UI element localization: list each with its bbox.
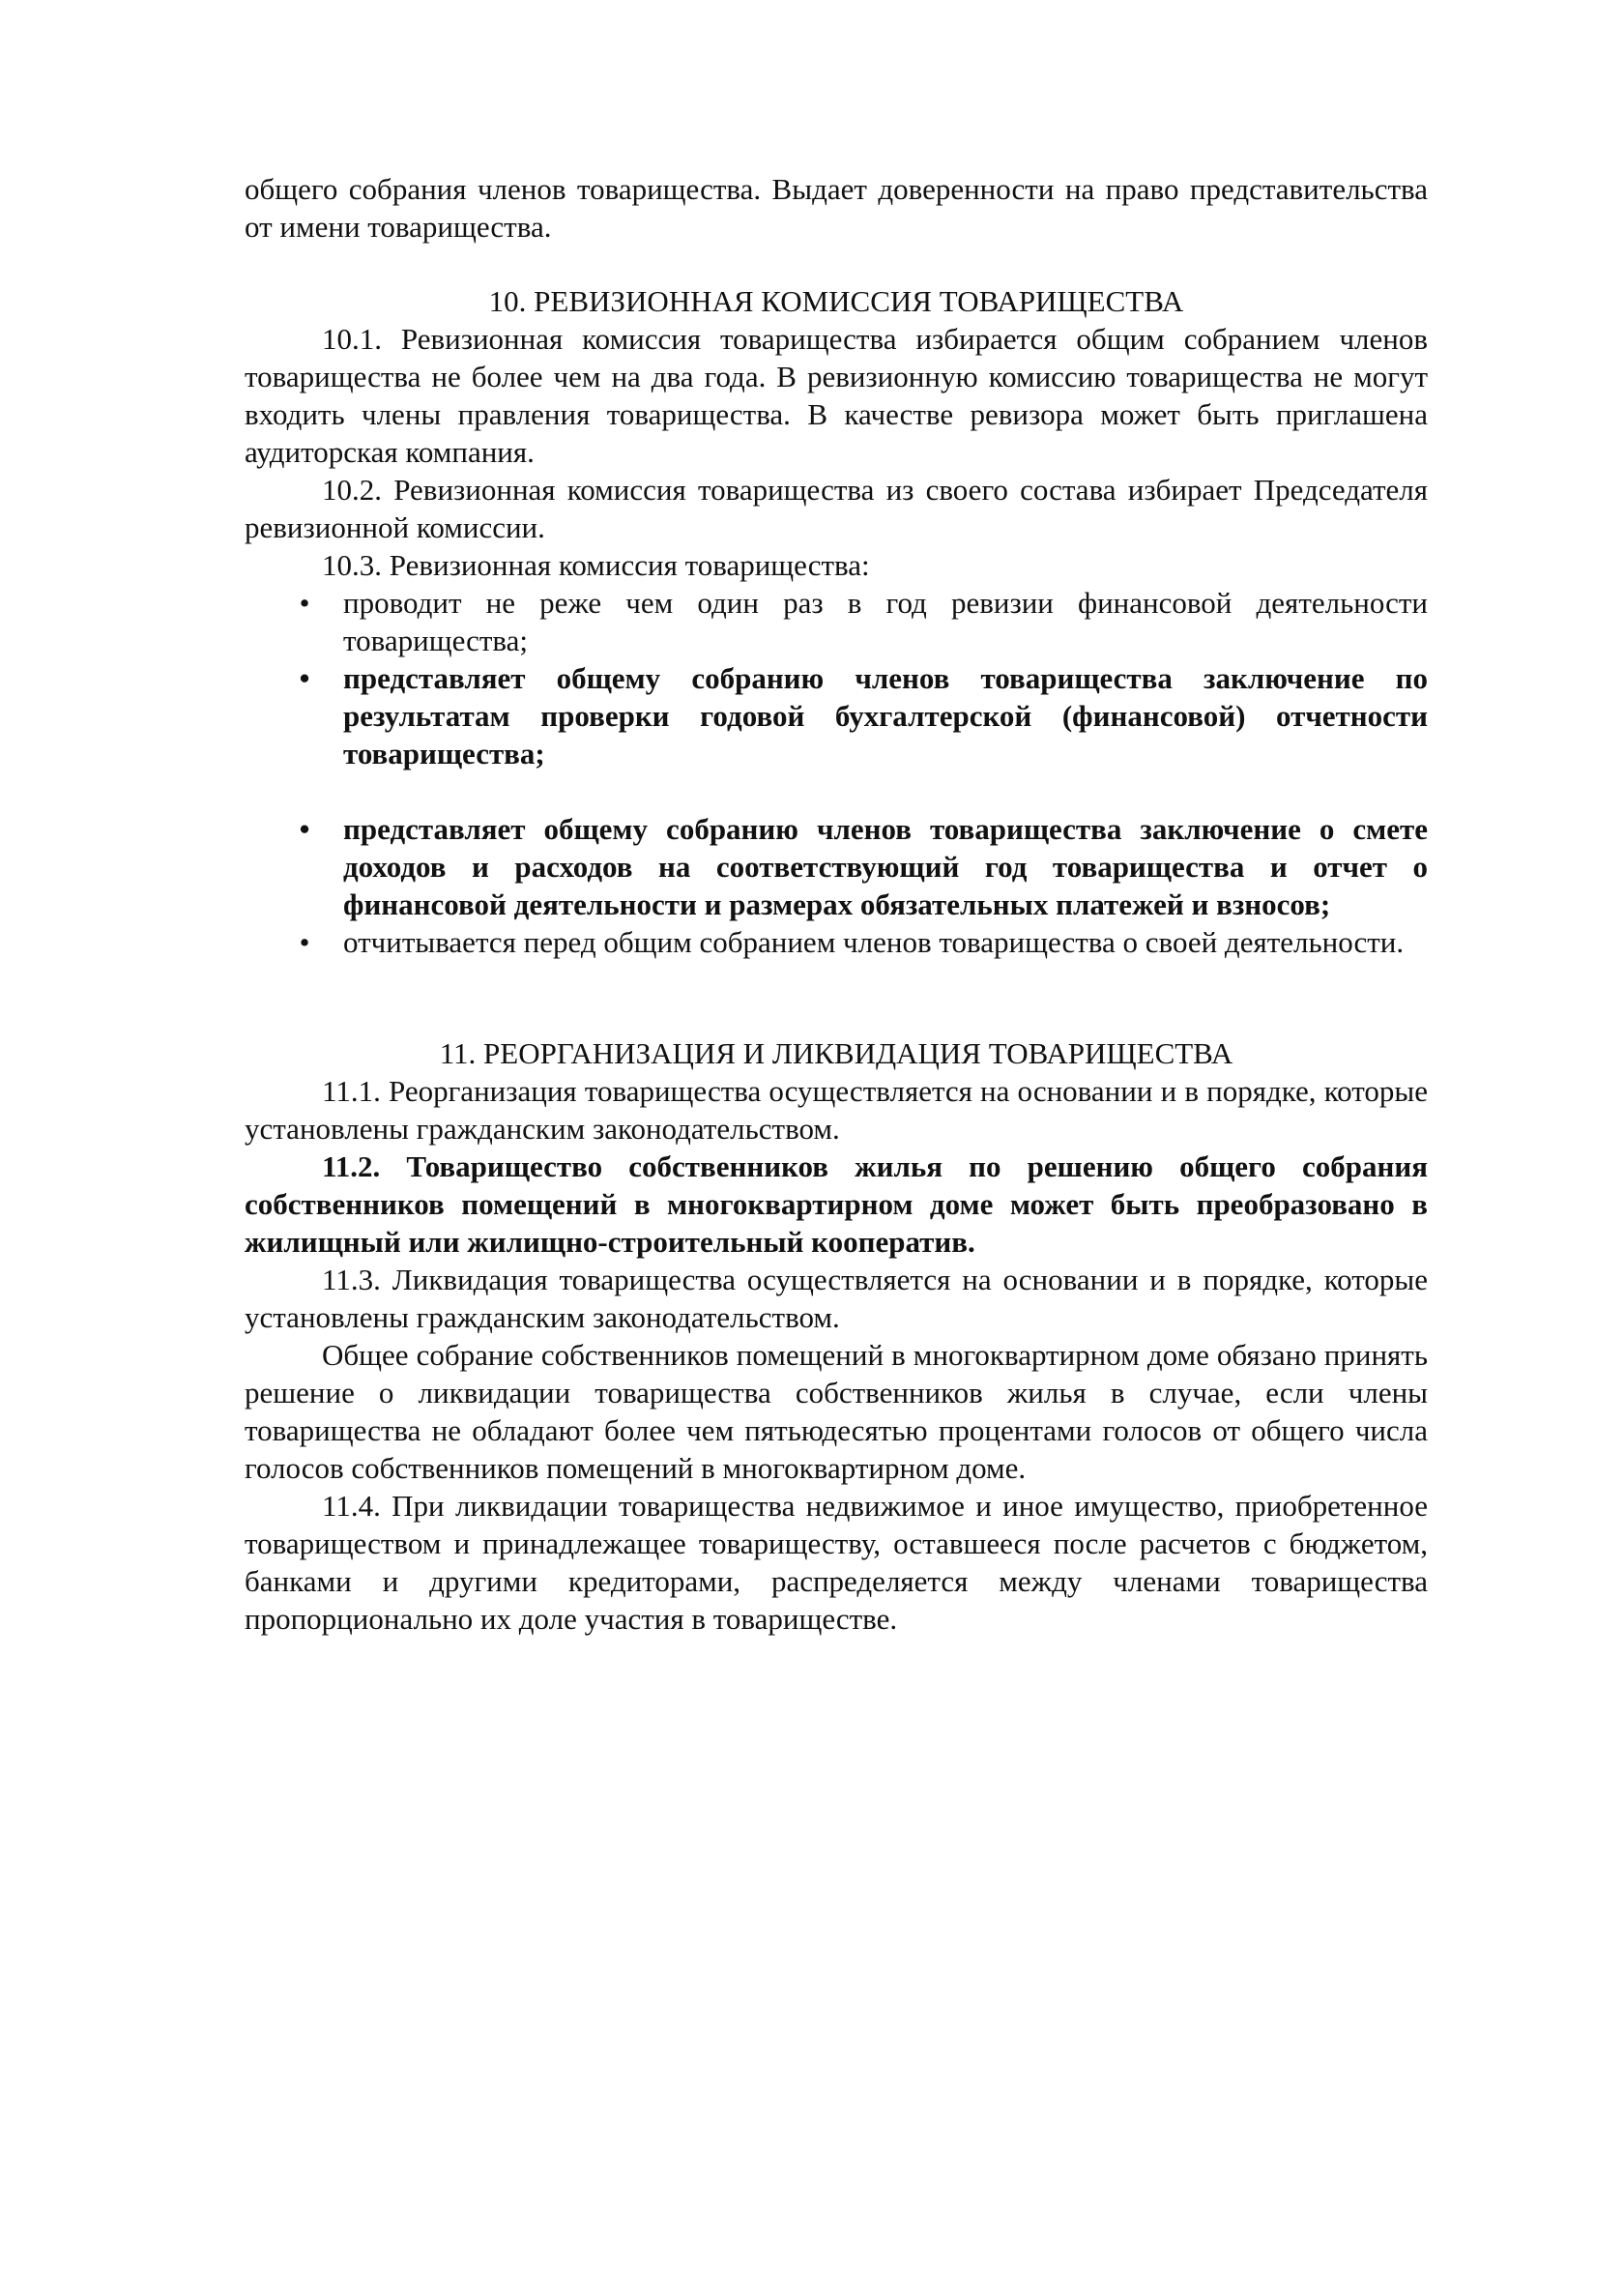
document-page xyxy=(245,170,1428,1638)
list-item-text: отчитывается перед общим собранием членов товарищества о своей деятельности. xyxy=(343,925,1405,959)
section-11-title: 11. РЕОРГАНИЗАЦИЯ И ЛИКВИДАЦИЯ ТОВАРИЩЕСТВА xyxy=(439,1036,1233,1070)
section-10-bullet-list xyxy=(245,584,1428,961)
list-item xyxy=(245,923,1428,961)
spacer xyxy=(245,961,1428,1034)
section-10-paragraph-2: 10.2. Ревизионная комиссия товарищества из своего состава избирает Председателя ревизионной комиссии. xyxy=(245,473,1428,544)
list-item-text: проводит не реже чем один раз в год ревизии финансовой деятельности товарищества; xyxy=(343,586,1428,657)
section-10-paragraph-3: 10.3. Ревизионная комиссия товарищества: xyxy=(322,548,870,582)
list-spacer xyxy=(245,772,1428,810)
section-11-paragraph-3: 11.3. Ликвидация товарищества осуществляется на основании и в порядке, которые установлены гражданским законодательством. xyxy=(245,1263,1428,1334)
intro-paragraph: общего собрания членов товарищества. Выдает доверенности на право представительства от имени товарищества. xyxy=(245,172,1428,244)
bullet-icon: • xyxy=(299,812,310,846)
bullet-icon: • xyxy=(299,661,310,695)
list-item xyxy=(245,659,1428,772)
list-item xyxy=(245,584,1428,659)
spacer xyxy=(245,246,1428,282)
list-item-text: представляет общему собранию членов товарищества заключение о смете доходов и расходов на соответствующий год товарищества и отчет о финансовой деятельности и размерах обязательных платежей и взносов; xyxy=(343,812,1428,921)
section-11-paragraph-1: 11.1. Реорганизация товарищества осуществляется на основании и в порядке, которые установлены гражданским законодательством. xyxy=(245,1074,1428,1146)
bullet-icon: • xyxy=(299,925,310,959)
section-10-title: 10. РЕВИЗИОННАЯ КОМИССИЯ ТОВАРИЩЕСТВА xyxy=(488,284,1184,318)
section-11-paragraph-5: 11.4. При ликвидации товарищества недвижимое и иное имущество, приобретенное товариществом и принадлежащее товариществу, оставшееся после расчетов с бюджетом, банками и другими кредиторами, распределяется между членами товарищества пропорционально их доле участия в товариществе. xyxy=(245,1489,1428,1636)
list-item-text: представляет общему собранию членов товарищества заключение по результатам проверки годовой бухгалтерской (финансовой) отчетности товарищества; xyxy=(343,661,1428,770)
section-11-paragraph-4: Общее собрание собственников помещений в многоквартирном доме обязано принять решение о ликвидации товарищества собственников жилья в случае, если члены товарищества не обладают более чем пятьюдесятью процентами голосов от общего числа голосов собственников помещений в многоквартирном доме. xyxy=(245,1338,1428,1485)
bullet-icon: • xyxy=(299,586,310,620)
section-10-paragraph-1: 10.1. Ревизионная комиссия товарищества избирается общим собранием членов товарищества не более чем на два года. В ревизионную комиссию товарищества не могут входить члены правления товарищества. В качестве ревизора может быть приглашена аудиторская компания. xyxy=(245,322,1428,469)
list-item xyxy=(245,810,1428,923)
section-11-paragraph-2: 11.2. Товарищество собственников жилья по решению общего собрания собственников помещений в многоквартирном доме может быть преобразовано в жилищный или жилищно-строительный кооператив. xyxy=(245,1149,1428,1259)
